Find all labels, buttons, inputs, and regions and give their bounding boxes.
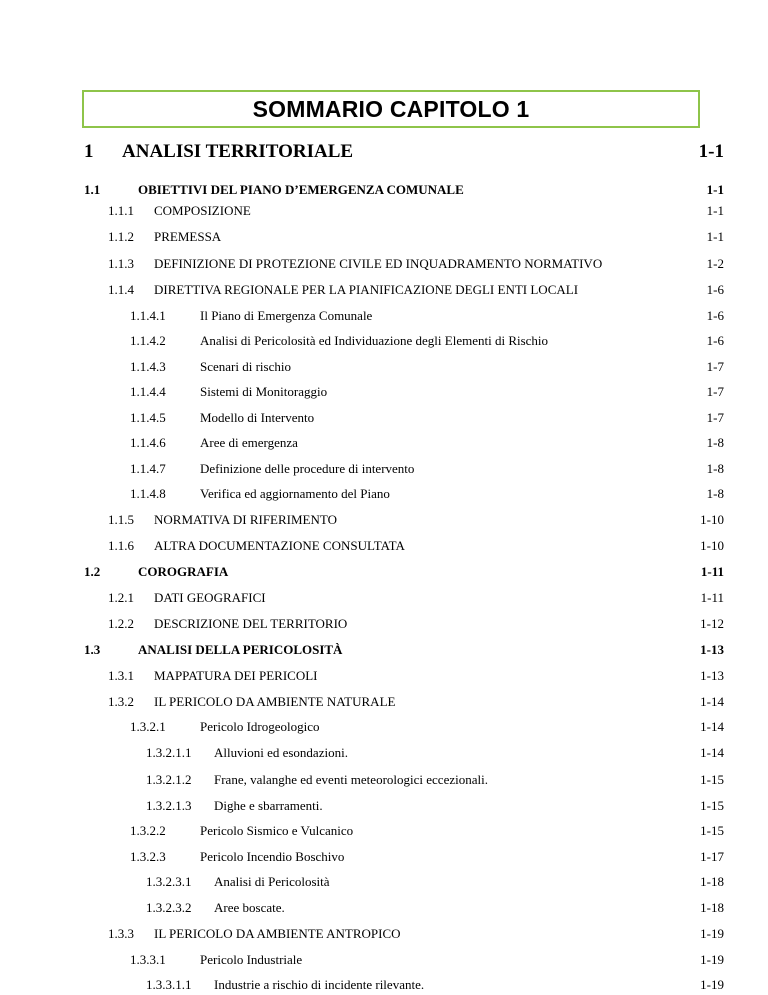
toc-entry-number: 1.3.2.3.2 (146, 900, 192, 915)
toc-entry[interactable] (0, 640, 768, 660)
toc-entry[interactable] (0, 510, 768, 530)
toc-entry-page: 1-1 (706, 229, 724, 244)
toc-entry-page: 1-10 (700, 538, 724, 553)
toc-entry[interactable] (0, 614, 768, 634)
toc-entry-number: 1.1.4 (108, 282, 134, 297)
toc-entry-page: 1-14 (700, 745, 724, 760)
toc-entry-title: Aree boscate. (214, 900, 285, 915)
toc-entry-title: PREMESSA (154, 229, 222, 244)
toc-entry-title: Pericolo Sismico e Vulcanico (200, 823, 354, 838)
toc-entry[interactable] (0, 201, 768, 221)
toc-entry-number: 1.1.4.7 (130, 461, 166, 476)
toc-entry[interactable] (0, 796, 768, 816)
toc-entry-page: 1-19 (700, 952, 724, 967)
toc-entry[interactable] (0, 382, 768, 402)
toc-entry-title: Dighe e sbarramenti. (214, 798, 323, 813)
toc-entry-title: Sistemi di Monitoraggio (200, 384, 328, 399)
toc-entry-page: 1-14 (700, 694, 724, 709)
toc-entry-number: 1.1.4.1 (130, 308, 166, 323)
toc-entry-number: 1.3 (84, 642, 101, 657)
toc-entry-number: 1.3.3 (108, 926, 134, 941)
toc-entry-page: 1-6 (706, 282, 724, 297)
toc-entry-number: 1.3.2.3.1 (146, 874, 192, 889)
toc-entry-page: 1-15 (700, 823, 724, 838)
toc-entry-number: 1.1.4.8 (130, 486, 166, 501)
toc-entry-page: 1-14 (700, 719, 724, 734)
toc-entry-page: 1-11 (700, 590, 724, 605)
toc-entry-title: OBIETTIVI DEL PIANO D’EMERGENZA COMUNALE (138, 182, 464, 197)
toc-entry-page: 1-7 (706, 384, 724, 399)
toc-entry-title: DATI GEOGRAFICI (154, 590, 266, 605)
toc-entry-number: 1.1.4.3 (130, 359, 166, 374)
toc-entry-title: Alluvioni ed esondazioni. (214, 745, 348, 760)
toc-entry[interactable] (0, 770, 768, 790)
toc-entry-number: 1.3.2 (108, 694, 134, 709)
toc-entry[interactable] (0, 484, 768, 504)
toc-entry-title: Analisi di Pericolosità ed Individuazione degli Elementi di Rischio (200, 333, 549, 348)
toc-entry-number: 1.1.4.2 (130, 333, 166, 348)
toc-entry-title: Scenari di rischio (200, 359, 291, 374)
toc-entry-title: Pericolo Idrogeologico (200, 719, 320, 734)
toc-entry-page: 1-2 (706, 256, 724, 271)
toc-entry-page: 1-10 (700, 512, 724, 527)
toc-entry-title: NORMATIVA DI RIFERIMENTO (154, 512, 337, 527)
toc-entry-number: 1.3.2.3 (130, 849, 166, 864)
toc-entry-title: Industrie a rischio di incidente rilevante. (214, 977, 425, 992)
toc-entry[interactable] (0, 142, 768, 162)
toc-entry[interactable] (0, 692, 768, 712)
toc-entry-page: 1-19 (700, 977, 724, 992)
toc-entry[interactable] (0, 821, 768, 841)
toc-entry-page: 1-7 (706, 359, 724, 374)
toc-entry-title: DIRETTIVA REGIONALE PER LA PIANIFICAZIONE DEGLI ENTI LOCALI (154, 282, 579, 297)
toc-entry[interactable] (0, 331, 768, 351)
toc-entry-number: 1.3.2.1 (130, 719, 166, 734)
toc-entry[interactable] (0, 562, 768, 582)
toc-entry-title: IL PERICOLO DA AMBIENTE ANTROPICO (154, 926, 401, 941)
toc-entry-page: 1-11 (700, 564, 724, 579)
toc-entry-number: 1.1.6 (108, 538, 134, 553)
toc-entry-page: 1-8 (706, 435, 724, 450)
toc-entry[interactable] (0, 924, 768, 944)
toc-entry-title: Pericolo Industriale (200, 952, 303, 967)
toc-entry-page: 1-18 (700, 874, 724, 889)
toc-entry-title: IL PERICOLO DA AMBIENTE NATURALE (154, 694, 396, 709)
toc-entry-page: 1-8 (706, 486, 724, 501)
toc-entry[interactable] (0, 536, 768, 556)
toc-entry-title: Verifica ed aggiornamento del Piano (200, 486, 390, 501)
toc-entry-number: 1.3.2.1.1 (146, 745, 192, 760)
toc-entry[interactable] (0, 280, 768, 300)
toc-entry-number: 1.3.3.1 (130, 952, 166, 967)
toc-entry[interactable] (0, 950, 768, 970)
toc-entry-page: 1-15 (700, 772, 724, 787)
toc-entry-page: 1-13 (700, 668, 724, 683)
toc-entry-title: Aree di emergenza (200, 435, 298, 450)
toc-entry[interactable] (0, 459, 768, 479)
toc-entry[interactable] (0, 227, 768, 247)
toc-entry-title: Il Piano di Emergenza Comunale (200, 308, 373, 323)
toc-entry-number: 1.1.4.4 (130, 384, 166, 399)
toc-entry-number: 1.3.2.2 (130, 823, 166, 838)
toc-entry-number: 1.1.5 (108, 512, 134, 527)
toc-entry[interactable] (0, 306, 768, 326)
toc-entry-title: COMPOSIZIONE (154, 203, 251, 218)
toc-entry-number: 1.1.4.5 (130, 410, 166, 425)
toc-entry-title: Pericolo Incendio Boschivo (200, 849, 345, 864)
toc-entry-page: 1-18 (700, 900, 724, 915)
toc-entry-number: 1.2 (84, 564, 101, 579)
toc-entry-title: ANALISI TERRITORIALE (122, 141, 354, 162)
toc-entry[interactable] (0, 433, 768, 453)
toc-entry-page: 1-1 (706, 203, 724, 218)
toc-entry-page: 1-7 (706, 410, 724, 425)
toc-entry-title: Analisi di Pericolosità (214, 874, 330, 889)
toc-entry-page: 1-12 (700, 616, 724, 631)
toc-entry[interactable] (0, 357, 768, 377)
toc-entry[interactable] (0, 588, 768, 608)
toc-entry[interactable] (0, 898, 768, 918)
toc-entry[interactable] (0, 872, 768, 892)
toc-entry[interactable] (0, 743, 768, 763)
toc-entry-page: 1-17 (700, 849, 724, 864)
chapter-title: SOMMARIO CAPITOLO 1 (252, 95, 530, 122)
toc-entry[interactable] (0, 847, 768, 867)
toc-entry-title: Definizione delle procedure di intervento (200, 461, 415, 476)
toc-entry-number: 1.2.1 (108, 590, 134, 605)
toc-entry-title: DESCRIZIONE DEL TERRITORIO (154, 616, 348, 631)
toc-entry-title: Frane, valanghe ed eventi meteorologici eccezionali. (214, 772, 488, 787)
toc-entry-page: 1-6 (706, 308, 724, 323)
toc-entry[interactable] (0, 666, 768, 686)
toc-entry-page: 1-19 (700, 926, 724, 941)
toc-entry-number: 1.1.1 (108, 203, 134, 218)
toc-entry[interactable] (0, 717, 768, 737)
toc-entry[interactable] (0, 975, 768, 995)
toc-entry-title: Modello di Intervento (200, 410, 315, 425)
toc-entry-number: 1.3.2.1.3 (146, 798, 192, 813)
toc-entry-title: DEFINIZIONE DI PROTEZIONE CIVILE ED INQUADRAMENTO NORMATIVO (154, 256, 603, 271)
toc-entry-number: 1.3.2.1.2 (146, 772, 192, 787)
toc-entry-page: 1-6 (706, 333, 724, 348)
toc-entry-title: ALTRA DOCUMENTAZIONE CONSULTATA (154, 538, 405, 553)
toc-entry[interactable] (0, 408, 768, 428)
toc-entry-title: MAPPATURA DEI PERICOLI (154, 668, 318, 683)
toc-entry-number: 1.3.3.1.1 (146, 977, 192, 992)
toc-entry-number: 1.1.4.6 (130, 435, 166, 450)
toc-entry-page: 1-15 (700, 798, 724, 813)
toc-entry-number: 1.1.3 (108, 256, 134, 271)
toc-entry-title: COROGRAFIA (138, 564, 229, 579)
toc-entry-page: 1-8 (706, 461, 724, 476)
toc-entry[interactable] (0, 180, 768, 200)
toc-entry-title: ANALISI DELLA PERICOLOSITÀ (138, 642, 343, 657)
toc-entry-number: 1.2.2 (108, 616, 134, 631)
toc-entry-number: 1 (84, 141, 94, 162)
toc-entry-page: 1-1 (698, 141, 724, 162)
toc-entry[interactable] (0, 254, 768, 274)
toc-entry-number: 1.1.2 (108, 229, 134, 244)
toc-entry-number: 1.1 (84, 182, 101, 197)
toc-entry-number: 1.3.1 (108, 668, 134, 683)
toc-entry-page: 1-13 (700, 642, 724, 657)
toc-entry-page: 1-1 (706, 182, 724, 197)
